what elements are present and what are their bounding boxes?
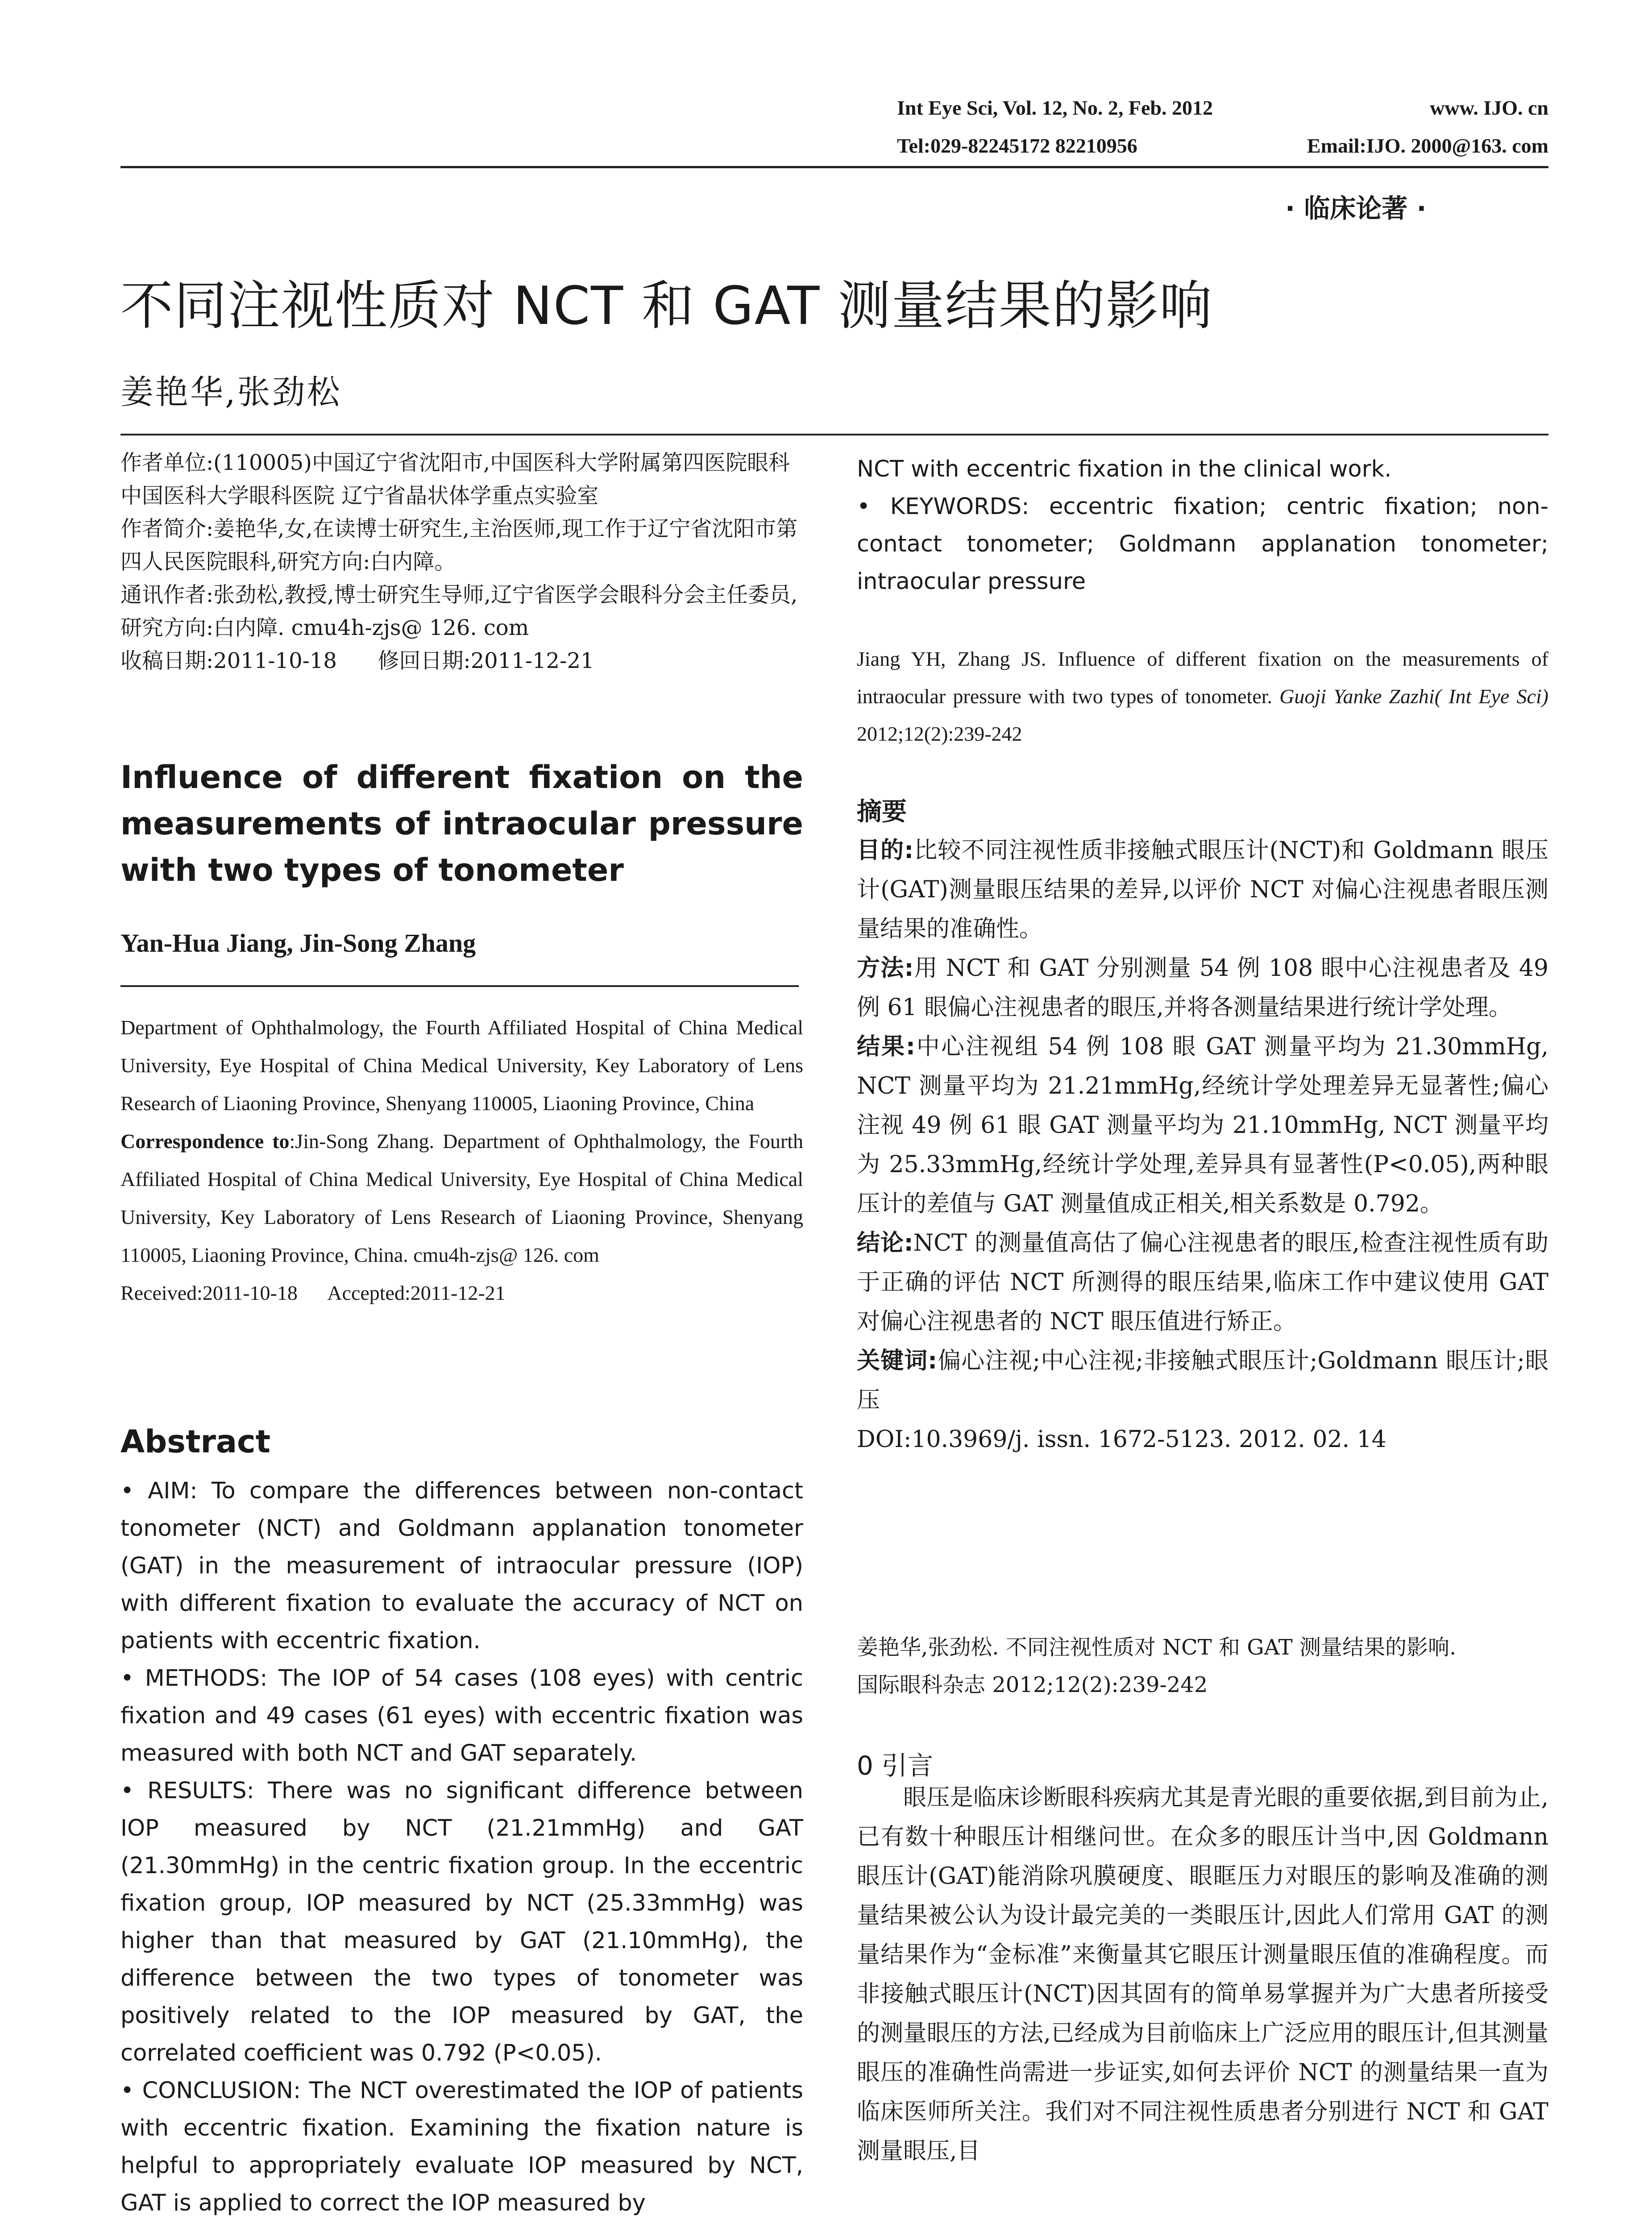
correspondence-text: :Jin-Song Zhang. Department of Ophthalmology, the Fourth Affiliated Hospital of China Medical University, Eye Hospital of China Medical University, Key Laboratory of Lens Research of Liaoning Province, Shenyang 110005, Liaoning Province, China. cmu4h-zjs@ 126. com [120,1130,803,1266]
abstract-cn-aim [857,831,1548,949]
corresponding-author: 通讯作者:张劲松,教授,博士研究生导师,辽宁省医学会眼科分会主任委员,研究方向:白内障. cmu4h-zjs@ 126. com [120,582,798,640]
abstract-cn-methods-text: 用 NCT 和 GAT 分别测量 54 例 108 眼中心注视患者及 49 例 61 眼偏心注视患者的眼压,并将各测量结果进行统计学处理。 [857,955,1548,1021]
journal-email: Email:IJO. 2000@163. com [1307,134,1548,157]
abstract-results: • RESULTS: There was no significant difference between IOP measured by NCT (21.21mmHg) and GAT (21.30mmHg) in the centric fixation group. In the eccentric fixation group, IOP measured by NCT (25.33mmHg) was higher than that measured by GAT (21.10mmHg), the difference between the two types of tonometer was positively related to the IOP measured by GAT, the correlated coefficient was 0.792 (P<0.05). [120,1778,803,2066]
citation-journal: Guoji Yanke Zazhi( Int Eye Sci) [1279,685,1548,708]
section-label: · 临床论著 · [1285,193,1427,224]
citation-volume: 2012;12(2):239-242 [857,722,1022,745]
title-chinese: 不同注视性质对 NCT 和 GAT 测量结果的影响 [120,275,1213,336]
abstract-cn-keywords-label: 关键词: [857,1348,938,1374]
abstract-cn-conclusion [857,1223,1548,1341]
abstract-cn-keywords-text: 偏心注视;中心注视;非接触式眼压计;Goldmann 眼压计;眼压 [857,1348,1548,1414]
received-dates: 收稿日期:2011-10-18 修回日期:2011-12-21 [120,648,594,673]
affiliation-unit: 作者单位:(110005)中国辽宁省沈阳市,中国医科大学附属第四医院眼科 中国医科大学眼科医院 辽宁省晶状体学重点实验室 [120,450,790,508]
abstract-cn-keywords [857,1341,1548,1420]
abstract-heading: Abstract [120,1423,271,1460]
abstract-methods: • METHODS: The IOP of 54 cases (108 eyes) with centric fixation and 49 cases (61 eyes) with eccentric fixation was measured with both NCT and GAT separately. [120,1665,803,1767]
correspondence-label: Correspondence to [120,1130,290,1153]
abstract-cn-aim-text: 比较不同注视性质非接触式眼压计(NCT)和 Goldmann 眼压计(GAT)测量眼压结果的差异,以评价 NCT 对偏心注视患者眼压测量结果的准确性。 [857,837,1548,942]
intro-text: 眼压是临床诊断眼科疾病尤其是青光眼的重要依据,到目前为止,已有数十种眼压计相继问世。在众多的眼压计当中,因 Goldmann 眼压计(GAT)能消除巩膜硬度、眼眶压力对眼压的影响及准确的测量结果被公认为设计最完美的一类眼压计,因此人们常用 GAT 的测量结果作为“金标准”来衡量其它眼压计测量眼压值的准确程度。而非接触式眼压计(NCT)因其固有的简单易掌握并为广大患者所接受的测量眼压的方法,已经成为目前临床上广泛应用的眼压计,但其测量眼压的准确性尚需进一步证实,如何去评价 NCT 的测量结果一直为临床医师所关注。我们对不同注视性质患者分别进行 NCT 和 GAT 测量眼压,目 [857,1784,1548,2165]
title-rule [120,434,1548,435]
correspondence [120,1122,803,1274]
abstract-cn-aim-label: 目的: [857,837,914,864]
department-text: Department of Ophthalmology, the Fourth Affiliated Hospital of China Medical University, Eye Hospital of China Medical University, Key Laboratory of Lens Research of Liaoning Province, Shenyang 110005, Liaoning Province, China [120,1016,803,1115]
abstract-cn-conclusion-text: NCT 的测量值高估了偏心注视患者的眼压,检查注视性质有助于正确的评估 NCT 所测得的眼压结果,临床工作中建议使用 GAT 对偏心注视患者的 NCT 眼压值进行矫正。 [857,1230,1549,1335]
abstract-cn-results-label: 结果: [857,1033,915,1060]
received-accepted: Received:2011-10-18 Accepted:2011-12-21 [120,1281,506,1304]
journal-header-line1 [897,96,1548,120]
abstract-cn-methods [857,949,1548,1027]
abstract-cn-conclusion-label: 结论: [857,1230,913,1256]
abstract-chinese [857,831,1548,1459]
abstract-cn-methods-label: 方法: [857,955,914,982]
title-english: Influence of different fixation on the measurements of intraocular pressure with two types of tonometer [120,759,803,888]
abstract-conclusion: • CONCLUSION: The NCT overestimated the IOP of patients with eccentric fixation. Examining the fixation nature is helpful to appropriately evaluate IOP measured by NCT, GAT is applied to correct the IOP measured by [120,2078,803,2216]
abstract-english-continued [857,451,1548,601]
journal-tel: Tel:029-82245172 82210956 [897,134,1137,157]
doi: DOI:10.3969/j. issn. 1672-5123. 2012. 02. 14 [857,1426,1386,1453]
abstract-aim: • AIM: To compare the differences between non-contact tonometer (NCT) and Goldmann applanation tonometer (GAT) in the measurement of intraocular pressure (IOP) with different fixation to evaluate the accuracy of NCT on patients with eccentric fixation. [120,1478,803,1654]
author-bio: 作者简介:姜艳华,女,在读博士研究生,主治医师,现工作于辽宁省沈阳市第四人民医院眼科,研究方向:白内障。 [120,516,798,574]
abstract-english [120,1472,803,2222]
citation-cn-line1: 姜艳华,张劲松. 不同注视性质对 NCT 和 GAT 测量结果的影响. [857,1635,1457,1660]
citation-english [857,640,1548,753]
journal-citation: Int Eye Sci, Vol. 12, No. 2, Feb. 2012 [897,96,1213,119]
abstract-conclusion-continued: NCT with eccentric fixation in the clinical work. [857,456,1392,482]
citation-cn-line2: 国际眼科杂志 2012;12(2):239-242 [857,1672,1208,1697]
authors-rule [120,985,799,987]
authors-chinese: 姜艳华,张劲松 [120,373,342,411]
citation-chinese [857,1629,1548,1704]
abstract-cn-heading: 摘要 [857,797,907,826]
journal-website: www. IJO. cn [1430,96,1548,119]
department-block [120,1008,803,1312]
authors-english: Yan-Hua Jiang, Jin-Song Zhang [120,929,476,958]
journal-header-line2 [897,134,1548,158]
abstract-keywords: • KEYWORDS: eccentric fixation; centric fixation; non-contact tonometer; Goldmann applanation tonometer; intraocular pressure [857,493,1548,595]
header-rule [120,166,1548,168]
intro-heading: 0 引言 [857,1750,934,1781]
citation-authors-title: Jiang YH, Zhang JS. Influence of different fixation on the measurements of intraocular pressure with two types of tonometer. [857,647,1548,708]
affiliation-block [120,446,803,677]
abstract-cn-results-text: 中心注视组 54 例 108 眼 GAT 测量平均为 21.30mmHg, NCT 测量平均为 21.21mmHg,经统计学处理差异无显著性;偏心注视 49 例 61 眼 GAT 测量平均为 21.10mmHg, NCT 测量平均为 25.33mmHg,经统计学处理,差异具有显著性(P<0.05),两种眼压计的差值与 GAT 测量值成正相关,相关系数是 0.792。 [857,1033,1548,1217]
abstract-cn-results [857,1027,1548,1223]
